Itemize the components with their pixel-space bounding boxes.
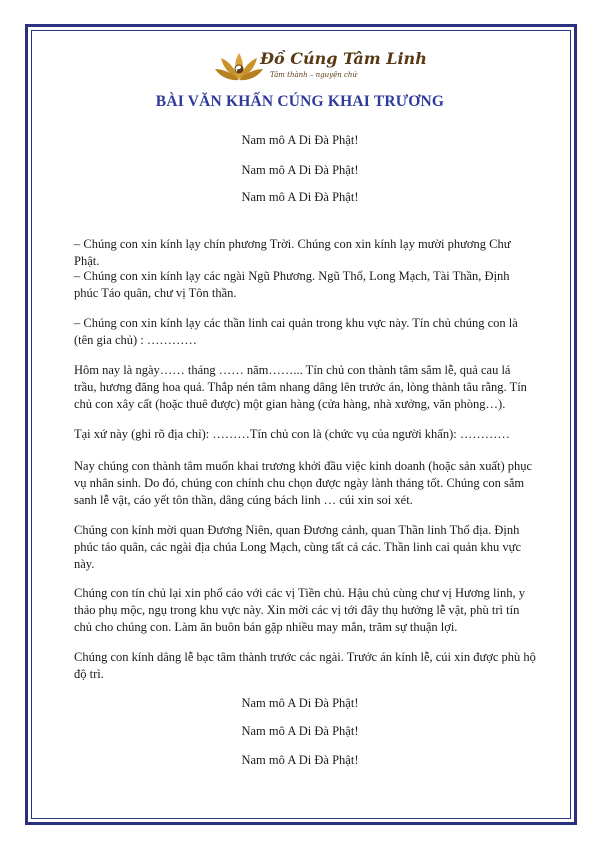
invocation-line: Nam mô A Di Đà Phật!	[241, 724, 359, 738]
brand-logo	[214, 47, 427, 87]
invocation-line: Nam mô A Di Đà Phật!	[241, 696, 359, 710]
document-title: BÀI VĂN KHẤN CÚNG KHAI TRƯƠNG	[155, 93, 445, 110]
paragraph: Tại xứ này (ghi rõ địa chỉ): ………Tín chủ con là (chức vụ của người khấn): …………	[74, 427, 510, 441]
paragraph: Chúng con kính dâng lễ bạc tâm thành trước các ngài. Trước án kính lễ, cúi xin được phù hộ độ trì.	[74, 650, 536, 681]
invocation-line: Nam mô A Di Đà Phật!	[241, 190, 359, 204]
invocation-line: Nam mô A Di Đà Phật!	[241, 133, 359, 147]
paragraph: Chúng con kính mời quan Đương Niên, quan Đương cảnh, quan Thần linh Thổ địa. Định phúc táo quân, các ngài địa chúa Long Mạch, cùng tất cả các. Thần linh cai quản khu vực này.	[74, 523, 521, 571]
paragraph: – Chúng con xin kính lạy các thần linh cai quản trong khu vực này. Tín chủ chúng con là (tên gia chủ) : …………	[74, 316, 518, 347]
paragraph: – Chúng con xin kính lạy các ngài Ngũ Phương. Ngũ Thổ, Long Mạch, Tài Thần, Định phúc Táo quân, chư vị Tôn thần.	[74, 269, 510, 300]
invocation-line: Nam mô A Di Đà Phật!	[241, 163, 359, 177]
paragraph: Hôm nay là ngày…… tháng …… năm……... Tín chủ con thành tâm sắm lễ, quả cau lá trầu, hương đăng hoa quả. Thắp nén tâm nhang dâng lên trước án, lòng thành tâu rằng. Tín chủ con xây cất (hoặc thuê được) một gian hàng (cửa hàng, nhà xưởng, văn phòng…).	[74, 363, 527, 411]
paragraph: Nay chúng con thành tâm muốn khai trương khởi đầu việc kinh doanh (hoặc sản xuất) phục vụ nhân sinh. Do đó, chúng con chính chu chọn được ngày lành tháng tốt. Chúng con sắm sanh lễ vật, cáo yết tôn thần, dâng cúng bách linh … cúi xin soi xét.	[74, 459, 533, 507]
lotus-icon	[214, 49, 264, 85]
invocation-line: Nam mô A Di Đà Phật!	[241, 753, 359, 767]
paragraph: Chúng con tín chủ lại xin phổ cáo với các vị Tiền chủ. Hậu chủ cùng chư vị Hương linh, y thảo phụ mộc, ngụ trong khu vực này. Xin mời các vị tới đây thụ hưởng lễ vật, phù trì tín chủ cho chúng con. Làm ăn buôn bán gặp nhiều may mắn, trăm sự thuận lợi.	[74, 586, 526, 634]
logo-script-text: Đồ Cúng Tâm Linh	[260, 49, 427, 68]
paragraph: – Chúng con xin kính lạy chín phương Trời. Chúng con xin kính lạy mười phương Chư Phật.	[74, 237, 511, 268]
logo-tagline: Tâm thành – nguyện chứ	[270, 71, 357, 79]
